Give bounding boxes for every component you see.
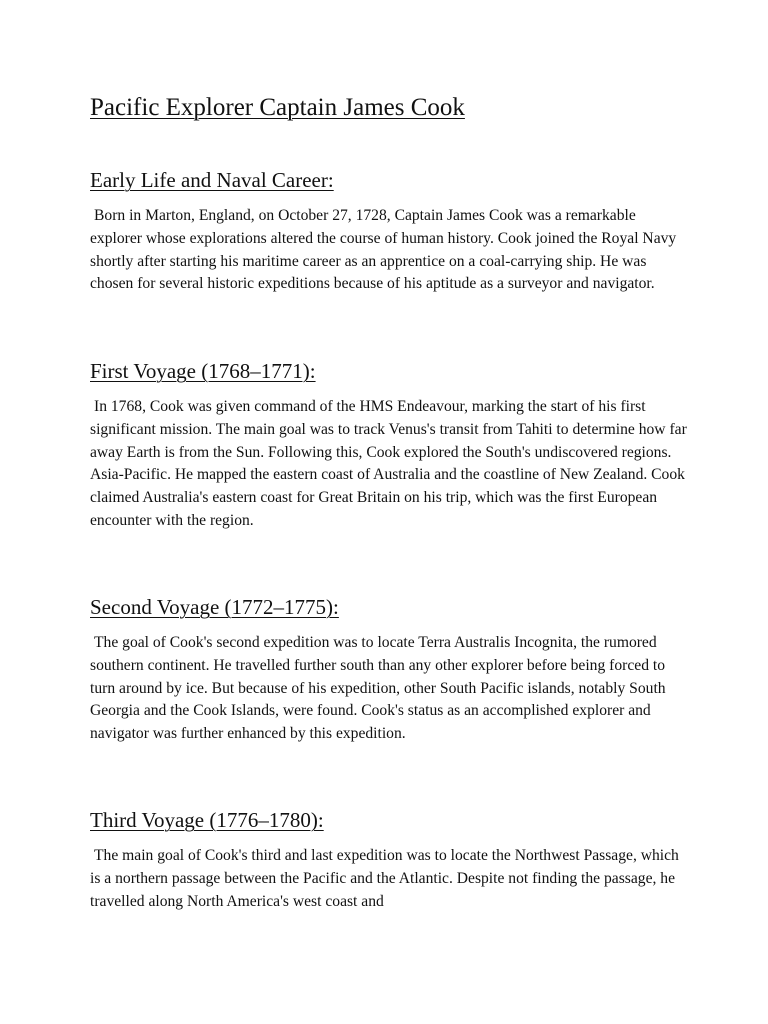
section-body: Born in Marton, England, on October 27, 1728, Captain James Cook was a remarkable explorer whose explorations altered the course of human history. Cook joined the Royal Navy shortly after starting his maritime career as an apprentice on a coal-carrying ship. He was chosen for several historic expeditions because of his aptitude as a surveyor and navigator.	[90, 207, 677, 293]
section-body: In 1768, Cook was given command of the HMS Endeavour, marking the start of his first significant mission. The main goal was to track Venus's transit from Tahiti to determine how far away Earth is from the Sun. Following this, Cook explored the South's undiscovered regions. Asia-Pacific. He mapped the eastern coast of Australia and the coastline of New Zealand. Cook claimed Australia's eastern coast for Great Britain on his trip, which was the first European encounter with the region.	[90, 398, 687, 529]
document-title: Pacific Explorer Captain James Cook	[90, 94, 465, 121]
section-second-voyage	[90, 593, 690, 746]
section-body: The main goal of Cook's third and last expedition was to locate the Northwest Passage, which is a northern passage between the Pacific and the Atlantic. Despite not finding the passage, he travelled along North America's west coast and	[90, 847, 679, 910]
section-third-voyage	[90, 806, 690, 913]
section-early-life	[90, 166, 690, 296]
section-heading: First Voyage (1768–1771):	[90, 359, 316, 383]
section-heading: Third Voyage (1776–1780):	[90, 808, 324, 832]
section-heading: Early Life and Naval Career:	[90, 168, 334, 192]
section-first-voyage	[90, 357, 690, 533]
section-body: The goal of Cook's second expedition was to locate Terra Australis Incognita, the rumored southern continent. He travelled further south than any other explorer before being forced to turn around by ice. But because of his expedition, other South Pacific islands, notably South Georgia and the Cook Islands, were found. Cook's status as an accomplished explorer and navigator was further enhanced by this expedition.	[90, 634, 666, 743]
section-heading: Second Voyage (1772–1775):	[90, 595, 339, 619]
